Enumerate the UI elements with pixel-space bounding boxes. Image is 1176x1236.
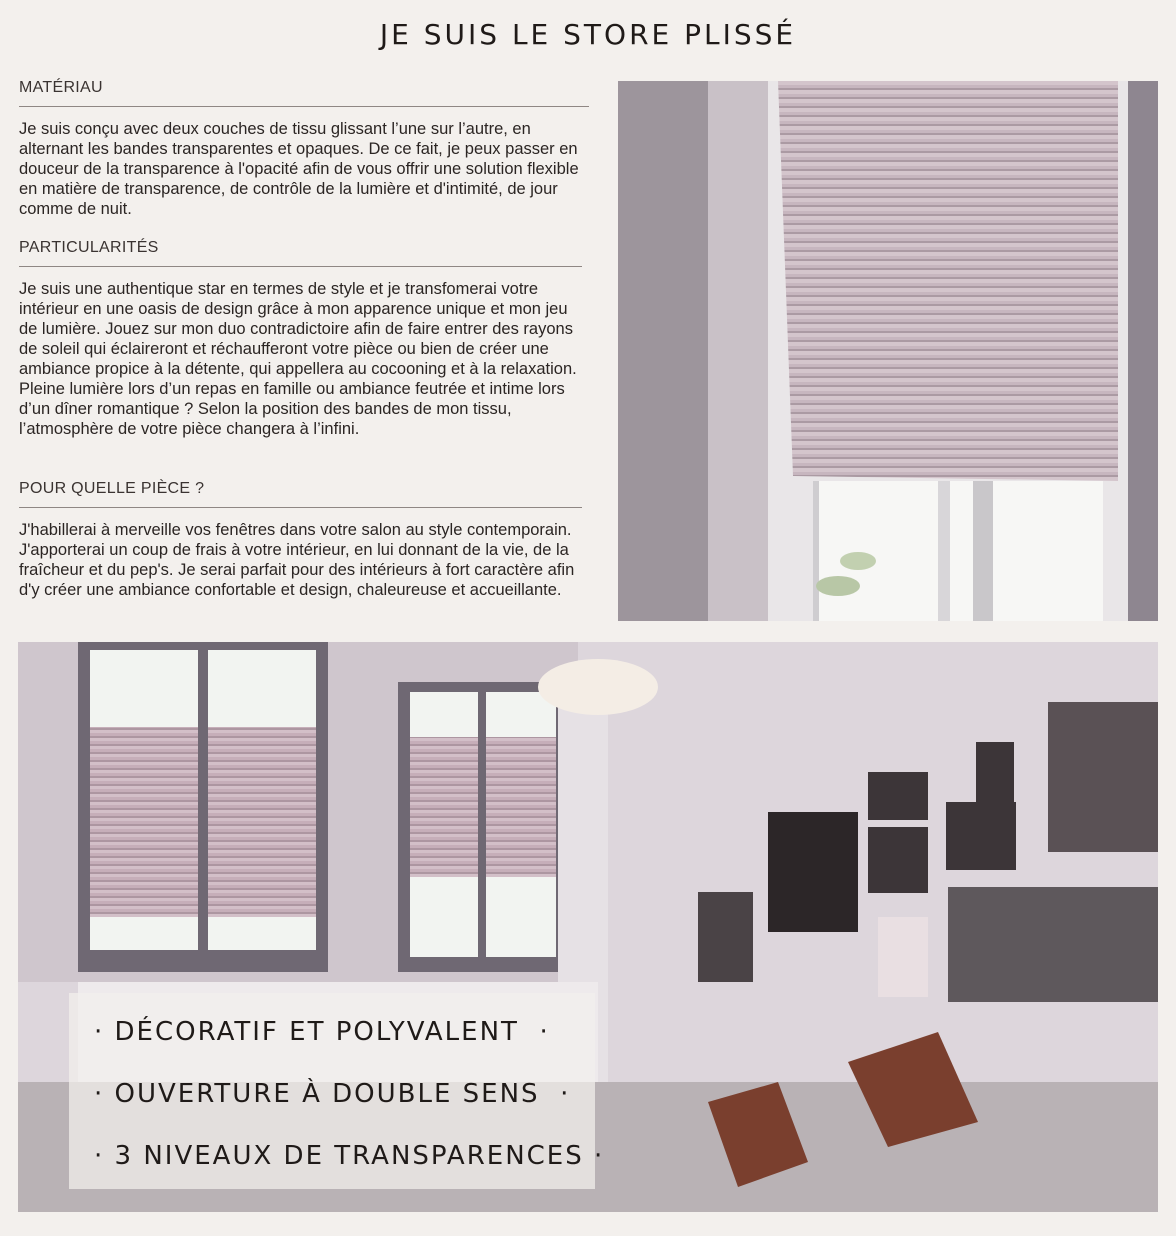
blind-closeup-photo <box>618 81 1158 621</box>
feature-item: · 3 NIVEAUX DE TRANSPARENCES · <box>94 1141 605 1171</box>
feature-item: · DÉCORATIF ET POLYVALENT · <box>94 1017 550 1047</box>
section-particularites <box>19 239 582 439</box>
section-body: Je suis une authentique star en termes de style et je transfomerai votre intérieur en une oasis de design grâce à mon apparence unique et mon jeu de lumière. Jouez sur mon duo contradictoire afin de faire entrer des rayons de soleil qui éclaireront et réchaufferont votre pièce ou bien de créer une ambiance propice à la détente, qui appellera au cocooning et à la relaxation. Pleine lumière lors d’un repas en famille ou ambiance feutrée et intime lors d’un dîner romantique ? Selon la position des bandes de mon tissu, l’atmosphère de votre pièce changera à l’infini. <box>19 280 577 438</box>
feature-item: · OUVERTURE À DOUBLE SENS · <box>94 1079 571 1109</box>
section-heading: MATÉRIAU <box>19 79 589 107</box>
page-title: JE SUIS LE STORE PLISSÉ <box>379 18 797 51</box>
section-body: Je suis conçu avec deux couches de tissu glissant l’une sur l’autre, en alternant les bandes transparentes et opaques. De ce fait, je peux passer en douceur de la transparence à l'opacité afin de vous offrir une solution flexible en matière de transparence, de contrôle de la lumière et d'intimité, de jour comme de nuit. <box>19 120 579 218</box>
features-panel <box>69 993 605 1189</box>
section-body: J'habillerai à merveille vos fenêtres dans votre salon au style contemporain. J'apporterai un coup de frais à votre intérieur, en lui donnant de la vie, de la fraîcheur et du pep's. Je serai parfait pour des intérieurs à fort caractère afin d'y créer une ambiance confortable et design, chaleureuse et accueillante. <box>19 521 575 599</box>
section-materiau <box>19 79 589 219</box>
section-heading: POUR QUELLE PIÈCE ? <box>19 480 582 508</box>
section-heading: PARTICULARITÉS <box>19 239 582 267</box>
living-room-photo <box>18 642 1158 1212</box>
section-pour-quelle-piece <box>19 480 582 600</box>
